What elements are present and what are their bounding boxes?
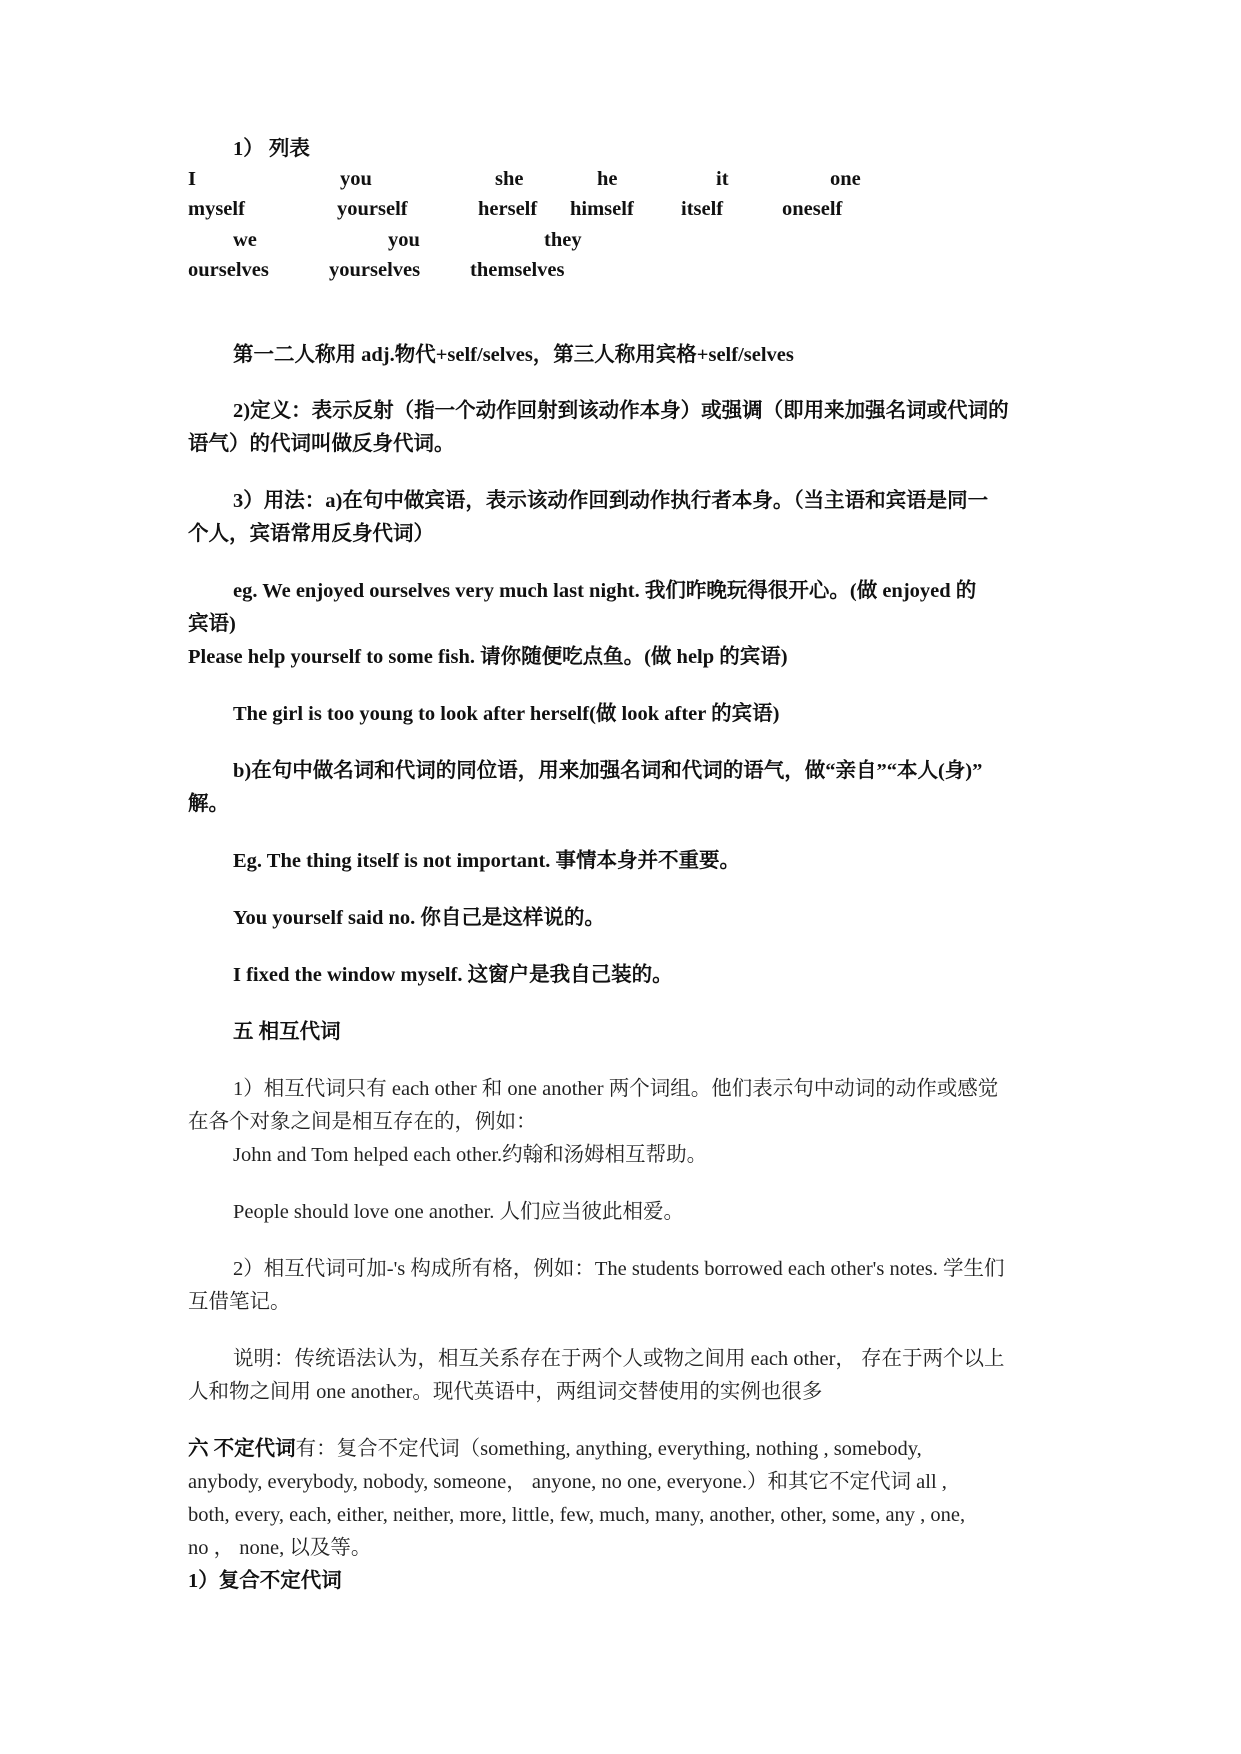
paragraph-text-cont: both, every, each, either, neither, more, little, few, much, many, another, other, some, any , one, — [188, 1504, 966, 1526]
pronoun-cell: ourselves — [188, 259, 269, 281]
pronoun-row-plural-subject — [0, 228, 1241, 252]
example-sentence-cont: 宾语) — [188, 613, 236, 635]
pronoun-cell: it — [716, 168, 729, 190]
pronoun-cell: you — [388, 229, 420, 251]
example-sentence: People should love one another. 人们应当彼此相爱。 — [233, 1201, 684, 1223]
section-6-intro — [188, 1437, 922, 1461]
pronoun-cell: you — [340, 168, 372, 190]
example-sentence: Eg. The thing itself is not important. 事情本身并不重要。 — [233, 850, 741, 872]
paragraph-text-cont: anybody, everybody, nobody, someone， anyone, no one, everyone.）和其它不定代词 all , — [188, 1471, 947, 1493]
pronoun-cell: he — [597, 168, 618, 190]
paragraph-text-cont: 互借笔记。 — [188, 1291, 291, 1313]
example-sentence: The girl is too young to look after herself(做 look after 的宾语) — [233, 703, 780, 725]
usage-a-text-cont: 个人，宾语常用反身代词） — [188, 523, 434, 545]
pronoun-cell: myself — [188, 198, 245, 220]
section-heading: 六 不定代词 — [188, 1438, 296, 1460]
definition-text: 2)定义：表示反射（指一个动作回射到该动作本身）或强调（即用来加强名词或代词的 — [233, 400, 1009, 422]
pronoun-row-subject — [0, 167, 1241, 191]
example-sentence: eg. We enjoyed ourselves very much last night. 我们昨晚玩得很开心。(做 enjoyed 的 — [233, 580, 977, 602]
reflexive-rule: 第一二人称用 adj.物代+self/selves，第三人称用宾格+self/selves — [233, 344, 794, 366]
pronoun-cell: itself — [681, 198, 724, 220]
pronoun-cell: one — [830, 168, 861, 190]
pronoun-cell: we — [233, 229, 257, 251]
pronoun-cell: yourselves — [329, 259, 421, 281]
example-sentence: Please help yourself to some fish. 请你随便吃点鱼。(做 help 的宾语) — [188, 646, 788, 668]
paragraph-text: 1）相互代词只有 each other 和 one another 两个词组。他们表示句中动词的动作或感觉 — [233, 1078, 999, 1100]
pronoun-cell: oneself — [782, 198, 843, 220]
pronoun-cell: herself — [478, 198, 538, 220]
pronoun-cell: themselves — [470, 259, 565, 281]
paragraph-text-cont: no ， none, 以及等。 — [188, 1537, 372, 1559]
example-sentence: I fixed the window myself. 这窗户是我自己装的。 — [233, 964, 673, 986]
sub-heading: 1）复合不定代词 — [188, 1570, 342, 1592]
example-sentence: John and Tom helped each other.约翰和汤姆相互帮助。 — [233, 1144, 708, 1166]
pronoun-row-plural-reflexive — [0, 258, 1241, 282]
pronoun-cell: she — [495, 168, 524, 190]
paragraph-text-cont: 在各个对象之间是相互存在的，例如： — [188, 1111, 537, 1133]
note-text: 说明：传统语法认为，相互关系存在于两个人或物之间用 each other， 存在于两个以上 — [233, 1348, 1005, 1370]
usage-b-text: b)在句中做名词和代词的同位语，用来加强名词和代词的语气，做“亲自”“本人(身)” — [233, 760, 983, 782]
pronoun-row-reflexive — [0, 197, 1241, 221]
definition-text-cont: 语气）的代词叫做反身代词。 — [188, 433, 455, 455]
pronoun-cell: I — [188, 168, 196, 190]
note-text-cont: 人和物之间用 one another。现代英语中，两组词交替使用的实例也很多 — [188, 1381, 823, 1403]
usage-b-text-cont: 解。 — [188, 793, 229, 815]
pronoun-cell: himself — [570, 198, 634, 220]
pronoun-cell: yourself — [337, 198, 408, 220]
paragraph-text: 有：复合不定代词（something, anything, everything, nothing , somebody, — [295, 1438, 922, 1460]
usage-a-text: 3）用法：a)在句中做宾语，表示该动作回到动作执行者本身。（当主语和宾语是同一 — [233, 490, 989, 512]
list-title: 1） 列表 — [233, 138, 310, 160]
example-sentence: You yourself said no. 你自己是这样说的。 — [233, 907, 605, 929]
paragraph-text: 2）相互代词可加-'s 构成所有格，例如：The students borrowed each other's notes. 学生们 — [233, 1258, 1005, 1280]
pronoun-cell: they — [544, 229, 582, 251]
section-heading: 五 相互代词 — [233, 1021, 341, 1043]
